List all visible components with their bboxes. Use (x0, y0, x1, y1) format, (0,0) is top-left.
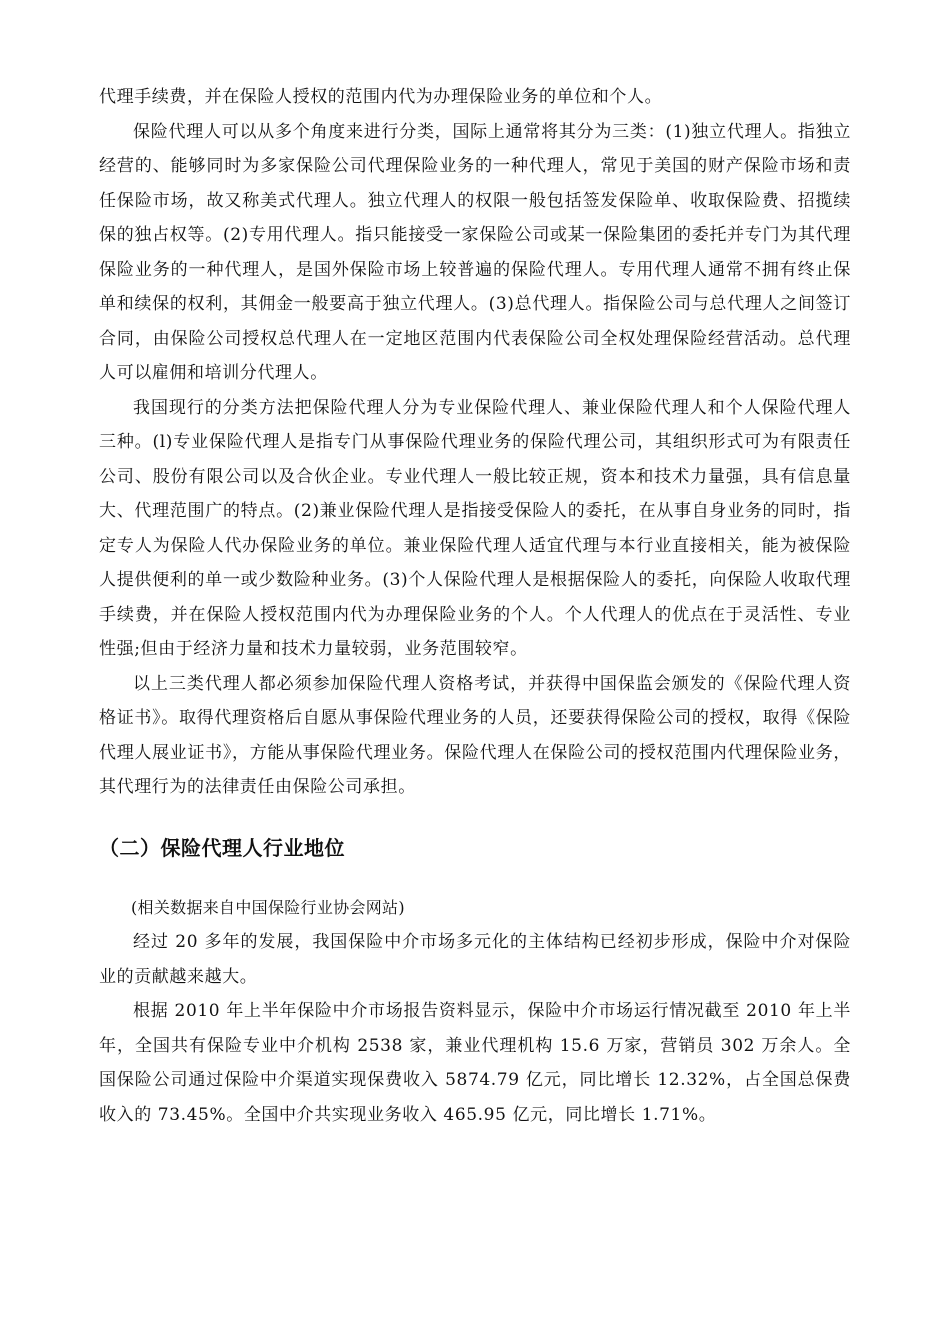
paragraph-domestic-classification: 我国现行的分类方法把保险代理人分为专业保险代理人、兼业保险代理人和个人保险代理人三种。(l)专业保险代理人是指专门从事保险代理业务的保险代理公司，其组织形式可为有限责任公司、股份有限公司以及合伙企业。专业代理人一般比较正规，资本和技术力量强，具有信息量大、代理范围广的特点。(2)兼业保险代理人是指接受保险人的委托，在从事自身业务的同时，指定专人为保险人代办保险业务的单位。兼业保险代理人适宜代理与本行业直接相关，能为被保险人提供便利的单一或少数险种业务。(3)个人保险代理人是根据保险人的委托，向保险人收取代理手续费，并在保险人授权范围内代为办理保险业务的个人。个人代理人的优点在于灵活性、专业性强;但由于经济力量和技术力量较弱，业务范围较窄。 (99, 397, 851, 659)
paragraph-development: 经过 20 多年的发展，我国保险中介市场多元化的主体结构已经初步形成，保险中介对保险业的贡献越来越大。 (99, 932, 851, 987)
source-note: (相关数据来自中国保险行业协会网站) (131, 897, 405, 917)
section-heading: （二）保险代理人行业地位 (99, 835, 345, 860)
paragraph-international-classification: 保险代理人可以从多个角度来进行分类，国际上通常将其分为三类：(1)独立代理人。指独立经营的、能够同时为多家保险公司代理保险业务的一种代理人，常见于美国的财产保险市场和责任保险市场，故又称美式代理人。独立代理人的权限一般包括签发保险单、收取保险费、招揽续保的独占权等。(2)专用代理人。指只能接受一家保险公司或某一保险集团的委托并专门为其代理保险业务的一种代理人，是国外保险市场上较普遍的保险代理人。专用代理人通常不拥有终止保单和续保的权利，其佣金一般要高于独立代理人。(3)总代理人。指保险公司与总代理人之间签订合同，由保险公司授权总代理人在一定地区范围内代表保险公司全权处理保险经营活动。总代理人可以雇佣和培训分代理人。 (99, 121, 851, 383)
paragraph-continuation: 代理手续费，并在保险人授权的范围内代为办理保险业务的单位和个人。 (99, 87, 663, 107)
paragraph-market-statistics: 根据 2010 年上半年保险中介市场报告资料显示，保险中介市场运行情况截至 2010 年上半年，全国共有保险专业中介机构 2538 家，兼业代理机构 15.6 万家，营销员 302 万余人。全国保险公司通过保险中介渠道实现保费收入 5874.79 亿元，同比增长 12.32%，占全国总保费收入的 73.45%。全国中介共实现业务收入 465.95 亿元，同比增长 1.71%。 (99, 1001, 851, 1125)
paragraph-qualification: 以上三类代理人都必须参加保险代理人资格考试，并获得中国保监会颁发的《保险代理人资格证书》。取得代理资格后自愿从事保险代理业务的人员，还要获得保险公司的授权，取得《保险代理人展业证书》，方能从事保险代理业务。保险代理人在保险公司的授权范围内代理保险业务，其代理行为的法律责任由保险公司承担。 (99, 673, 851, 797)
document-page (99, 80, 851, 1132)
